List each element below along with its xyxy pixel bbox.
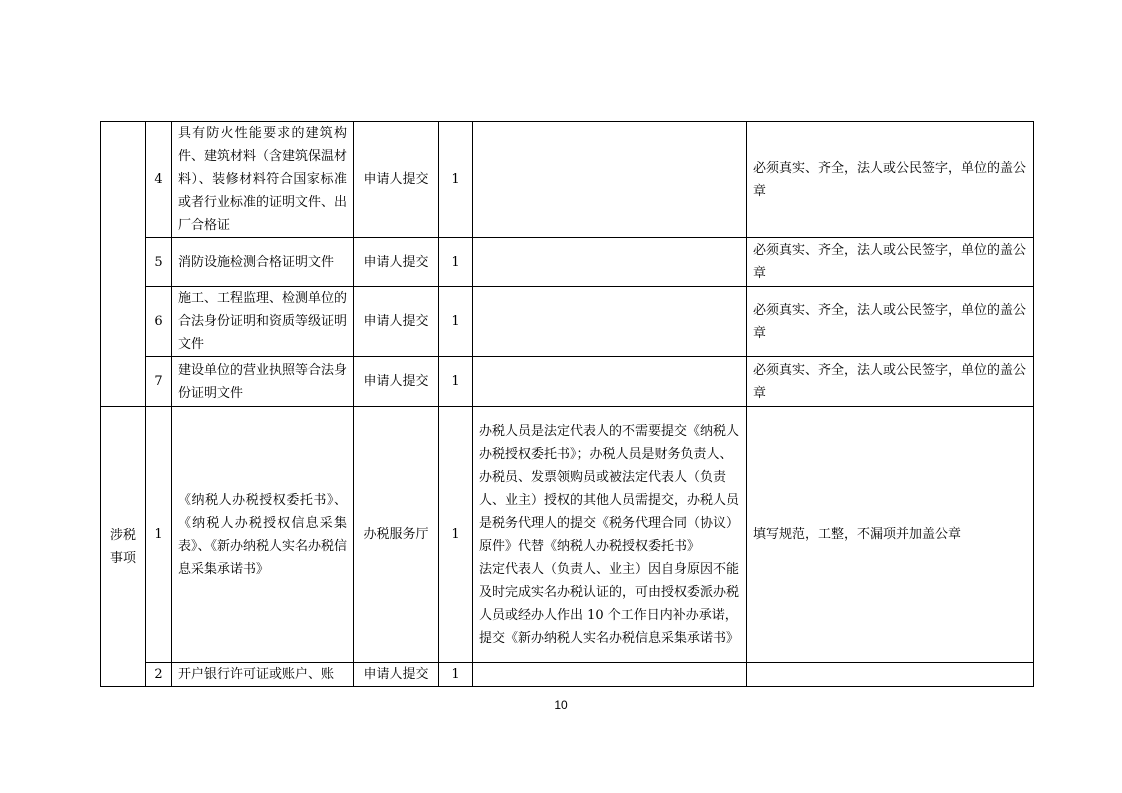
table-row [101, 287, 1034, 357]
description-paragraph-2: 法定代表人（负责人、业主）因自身原因不能及时完成实名办税认证的，可由授权委派办税人员或经办人作出 10 个工作日内补办承诺，提交《新办纳税人实名办税信息采集承诺书》 [479, 561, 740, 646]
table-row [101, 238, 1034, 287]
material-name: 建设单位的营业执照等合法身份证明文件 [172, 357, 354, 407]
material-description [473, 238, 747, 287]
materials-table [100, 121, 1034, 687]
material-source: 申请人提交 [354, 357, 439, 407]
table-row [101, 407, 1034, 663]
material-name: 具有防火性能要求的建筑构件、建筑材料（含建筑保温材料）、装修材料符合国家标准或者行业标准的证明文件、出厂合格证 [172, 122, 354, 238]
material-description [473, 357, 747, 407]
material-count: 1 [439, 238, 473, 287]
category-cell: 涉税事项 [101, 407, 146, 687]
material-description [473, 122, 747, 238]
material-source: 申请人提交 [354, 287, 439, 357]
material-requirement: 必须真实、齐全，法人或公民签字，单位的盖公章 [747, 238, 1034, 287]
material-source: 办税服务厅 [354, 407, 439, 663]
material-count: 1 [439, 287, 473, 357]
row-number: 5 [146, 238, 172, 287]
material-name: 消防设施检测合格证明文件 [172, 238, 354, 287]
row-number: 6 [146, 287, 172, 357]
material-count: 1 [439, 357, 473, 407]
table-row [101, 357, 1034, 407]
table-row [101, 122, 1034, 238]
material-requirement: 必须真实、齐全，法人或公民签字，单位的盖公章 [747, 357, 1034, 407]
row-number: 1 [146, 407, 172, 663]
material-requirement: 必须真实、齐全，法人或公民签字，单位的盖公章 [747, 122, 1034, 238]
description-paragraph-1: 办税人员是法定代表人的不需要提交《纳税人办税授权委托书》；办税人员是财务负责人、办税员、发票领购员或被法定代表人（负责人、业主）授权的其他人员需提交，办税人员是税务代理人的提交《税务代理合同（协议）原件》代替《纳税人办税授权委托书》 [479, 423, 740, 554]
row-number: 4 [146, 122, 172, 238]
material-requirement: 必须真实、齐全，法人或公民签字，单位的盖公章 [747, 287, 1034, 357]
material-name: 开户银行许可证或账户、账 [172, 663, 354, 687]
material-source: 申请人提交 [354, 238, 439, 287]
material-requirement [747, 663, 1034, 687]
page-number: 10 [554, 698, 568, 712]
material-name: 《纳税人办税授权委托书》、《纳税人办税授权信息采集表》、《新办纳税人实名办税信息采集承诺书》 [172, 407, 354, 663]
material-description [473, 287, 747, 357]
material-source: 申请人提交 [354, 122, 439, 238]
material-count: 1 [439, 122, 473, 238]
material-name: 施工、工程监理、检测单位的合法身份证明和资质等级证明文件 [172, 287, 354, 357]
row-number: 2 [146, 663, 172, 687]
material-description [473, 407, 747, 663]
row-number: 7 [146, 357, 172, 407]
material-count: 1 [439, 407, 473, 663]
material-requirement: 填写规范，工整，不漏项并加盖公章 [747, 407, 1034, 663]
table-row [101, 663, 1034, 687]
category-cell-empty [101, 122, 146, 407]
material-description [473, 663, 747, 687]
material-source: 申请人提交 [354, 663, 439, 687]
material-count: 1 [439, 663, 473, 687]
